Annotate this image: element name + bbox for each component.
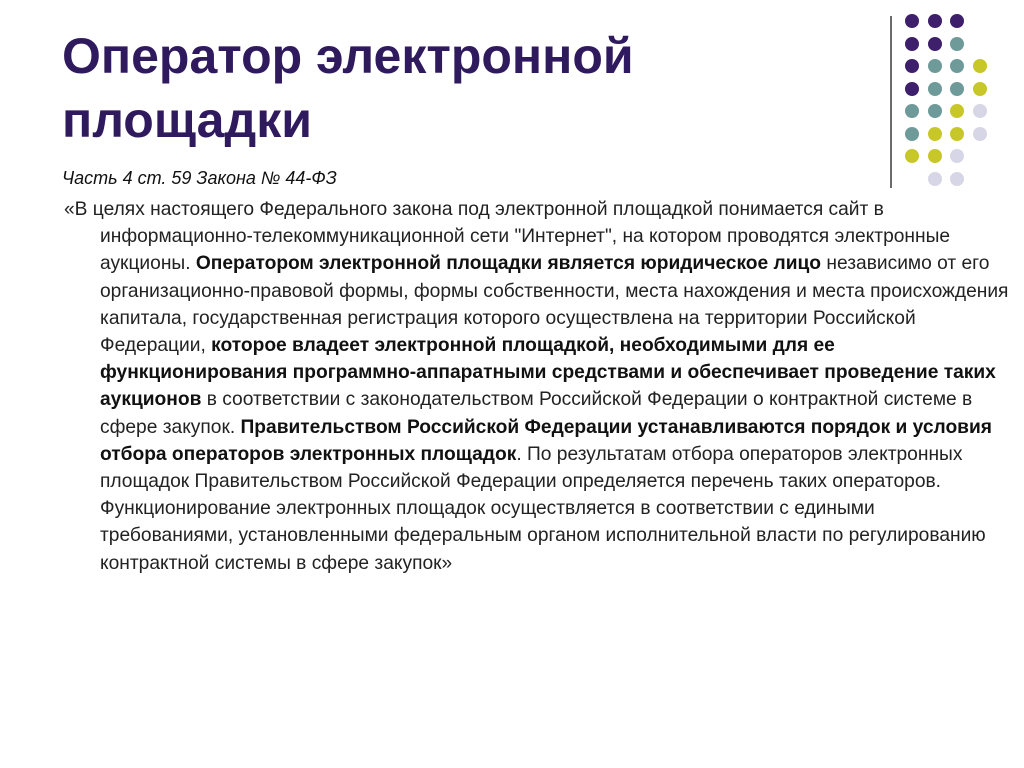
decor-dot — [928, 37, 942, 51]
quote-text: в соответствии с законодательством Российской Федерации о контрактной системе в сфере закупок. — [100, 389, 973, 438]
decor-dot — [928, 104, 942, 118]
quote-text: независимо от его организационно-правовой формы, формы собственности, места нахождения и места происхождения капитала, государственная регистрация которого осуществлена на территории Российской Федерации, — [100, 253, 1009, 357]
decor-dot — [928, 14, 942, 28]
decor-dot — [928, 172, 942, 186]
quote-emphasis: Правительством Российской Федерации устанавливаются порядок и условия отбора операторов электронных площадок — [100, 416, 992, 465]
law-reference: Часть 4 ст. 59 Закона № 44-ФЗ — [62, 168, 337, 188]
law-quote — [64, 196, 1010, 577]
dot-pattern-decoration — [905, 14, 1015, 164]
decor-dot — [905, 104, 919, 118]
decor-dot — [950, 127, 964, 141]
quote-text: «В целях настоящего Федерального закона под электронной площадкой понимается сайт в информационно-телекоммуникационной сети "Интернет", на котором проводятся электронные аукционы. — [64, 199, 951, 275]
decor-dot — [973, 104, 987, 118]
decor-dot — [950, 104, 964, 118]
decor-dot — [905, 14, 919, 28]
divider-line — [890, 16, 892, 188]
decor-dot — [950, 37, 964, 51]
decor-dot — [950, 59, 964, 73]
quote-text: . По результатам отбора операторов электронных площадок Правительством Российской Федерации определяется перечень таких операторов. Функционирование электронных площадок осуществляется в соответствии с едиными требованиями, установленными федеральным органом исполнительной власти по регулированию контрактной системы в сфере закупок» — [100, 443, 986, 574]
decor-dot — [950, 149, 964, 163]
decor-dot — [950, 172, 964, 186]
decor-dot — [928, 82, 942, 96]
decor-dot — [905, 82, 919, 96]
quote-emphasis: Оператором электронной площадки является юридическое лицо — [195, 253, 822, 275]
decor-dot — [950, 82, 964, 96]
decor-dot — [973, 82, 987, 96]
decor-dot — [905, 59, 919, 73]
slide-title: Оператор электронной площадки — [62, 28, 634, 148]
decor-dot — [928, 59, 942, 73]
decor-dot — [928, 127, 942, 141]
decor-dot — [928, 149, 942, 163]
quote-emphasis: которое владеет электронной площадкой, необходимыми для ее функционирования программно-аппаратными средствами и обеспечивает проведение таких аукционов — [100, 335, 996, 411]
decor-dot — [973, 59, 987, 73]
decor-dot — [950, 14, 964, 28]
decor-dot — [973, 127, 987, 141]
decor-dot — [905, 149, 919, 163]
decor-dot — [905, 127, 919, 141]
decor-dot — [905, 37, 919, 51]
